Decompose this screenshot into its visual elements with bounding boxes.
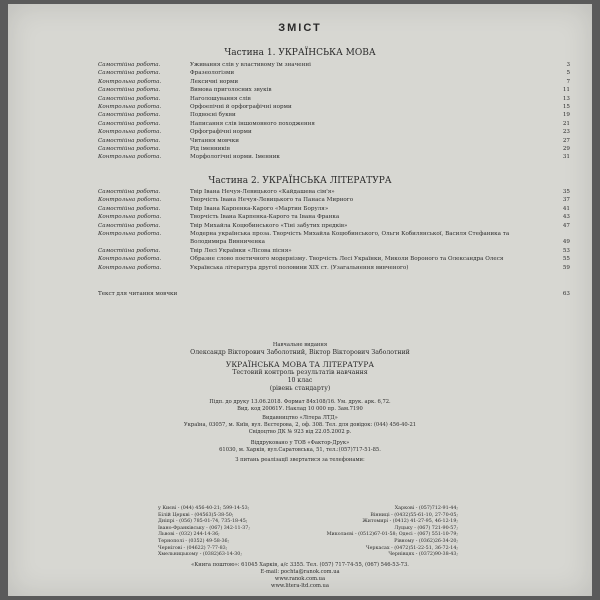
toc-row [98,137,570,145]
toc-page: 53 [562,247,570,254]
dealer-entry: Харкові - (057)712-91-44; [394,506,458,511]
toc-kind: Контрольна робота. [98,78,162,85]
toc-topic: Рід іменників [190,146,230,153]
email-line: E-mail: pochta@ranok.com.ua [260,569,340,575]
toc-kind: Самостійна робота. [98,70,161,77]
book-title: УКРАЇНСЬКА МОВА ТА ЛІТЕРАТУРА [225,360,375,369]
reading-text-page: 63 [562,291,570,297]
toc-page: 27 [562,137,570,144]
toc-row [98,264,570,272]
toc-kind: Контрольна робота. [98,129,162,136]
dealer-entry: Житомирі - (0412) 41-27-95, 46-12-19; [362,519,458,525]
toc-row [98,188,570,196]
toc-page: 37 [562,197,570,204]
dealer-entry: Дніпрі - (056) 785-01-74, 735-18-45; [158,519,248,525]
toc-row [98,153,570,161]
toc-topic: Вимова приголосних звуків [190,87,272,94]
toc-page: 5 [566,70,570,77]
dealer-entry: Черкасах - (0472)51-22-51, 36-72-14; [365,545,458,551]
toc-kind: Самостійна робота. [98,222,161,229]
toc-page: 59 [562,264,570,271]
toc-topic: Подвоєні букви [190,112,236,119]
dealers-list [158,506,458,559]
dealer-entry: Чернівцях - (0372)90-38-43; [388,552,458,558]
toc-topic: Уживання слів у властивому їм значенні [190,62,311,68]
dealer-entry: Чернігові - (04622) 7-77-83; [158,545,228,551]
toc-page: 29 [562,146,570,153]
dealer-entry: Хмельницькому - (0382)63-14-30; [158,552,242,558]
dealer-row [158,539,458,546]
toc-topic: Орфографічні норми [190,129,252,136]
toc-topic: Твір Михайла Коцюбинського «Тіні забутих предків» [190,222,348,229]
toc-page: 49 [562,239,570,246]
toc-row [98,145,570,153]
toc-topic: Написання слів іншомовного походження [190,120,315,127]
imprint-footer [8,562,592,590]
toc-topic: Фразеологізми [190,70,235,77]
toc-topic: Українська література другої половини ХІХ ст. (Узагальнення вивченого) [190,264,409,271]
part1-heading: Частина 1. УКРАЇНСЬКА МОВА [224,48,376,58]
toc-topic: Морфологічні норми. Іменник [190,154,280,161]
dealers-intro: З питань реалізації звертатися за телефонами: [235,457,365,463]
part1-toc-list [98,61,570,162]
toc-row [98,230,570,247]
dealer-entry: Білій Церкві - (04563)5-38-50; [158,512,234,518]
toc-kind: Самостійна робота. [98,62,161,68]
website-2: www.litera-ltd.com.ua [271,583,329,589]
imprint-block [8,342,592,464]
toc-kind: Самостійна робота. [98,247,161,254]
print-line-2: Вид. код 20061У. Наклад 10 000 пр. Зам.7190 [237,406,363,412]
mail-order-line: «Книга поштою»: 61045 Харків, а/с 3355. Тел. (057) 717-74-55, (067) 546-53-73. [191,562,409,568]
toc-row [98,196,570,204]
edition-type: Навчальне видання [272,342,328,348]
toc-kind: Самостійна робота. [98,120,161,127]
toc-row [98,213,570,221]
toc-page: 19 [562,112,570,119]
toc-page: 3 [566,62,570,68]
website-1: www.ranok.com.ua [274,576,326,582]
toc-kind: Самостійна робота. [98,146,161,153]
toc-title: ЗМІСТ [278,22,322,34]
toc-page: 21 [562,120,570,127]
toc-page: 11 [562,87,570,94]
toc-topic: Читання мовчки [190,137,240,144]
dealer-entry: Миколаєві - (0512)67-01-58; Одесі - (067) 551-10-79; [326,532,458,538]
toc-kind: Контрольна робота. [98,256,162,263]
toc-kind: Самостійна робота. [98,95,161,102]
part2-heading: Частина 2. УКРАЇНСЬКА ЛІТЕРАТУРА [208,176,392,186]
toc-kind: Самостійна робота. [98,137,161,144]
dealer-entry: Вінниці - (0432)55-61-10, 27-70-05; [370,512,458,518]
dealer-entry: Тернополі - (0352) 49-58-36; [158,538,230,544]
toc-page: 55 [562,256,570,263]
dealer-entry: Івано-Франківську - (067) 342-11-37; [158,525,250,531]
publisher-name: Видавництво «Літера ЛТД» [262,415,338,421]
toc-page: 43 [562,214,570,221]
toc-page: 23 [562,129,570,136]
toc-row [98,222,570,230]
toc-kind: Контрольна робота. [98,154,162,161]
toc-page: 35 [562,189,570,195]
toc-kind: Контрольна робота. [98,104,162,111]
publisher-address: Україна, 03057, м. Київ, вул. Вєстерова, 2, оф. 308. Тел. для довідок: (044) 456-40-21 [183,422,417,428]
toc-topic: Лексичні норми [190,78,239,85]
dealer-entry: Львові - (032) 244-14-36; [158,532,220,538]
dealer-entry: Рівному - (0362)26-34-20; [394,538,458,544]
toc-kind: Контрольна робота. [98,231,162,238]
print-line-1: Підп. до друку 13.06.2018. Формат 84х108/16. Ум. друк. арк. 6,72. [209,399,391,405]
dealer-row [158,506,458,513]
toc-topic: Образне слово поетичного модернізму. Творчість Лесі Українки, Миколи Вороного та Олександра Олеся [190,256,504,263]
toc-row [98,86,570,94]
toc-kind: Самостійна робота. [98,205,161,212]
printer-address: 61030, м. Харків, вул.Саратовська, 51, тел.:(057)717-51-85. [219,447,381,453]
toc-row [98,128,570,136]
reading-text-label: Текст для читання мовчки [98,291,178,297]
toc-topic: Твір Івана Карпенка-Карого «Мартин Боруля» [190,205,329,212]
book-subtitle: Тестовий контроль результатів навчання [232,369,368,376]
toc-kind: Самостійна робота. [98,87,161,94]
toc-kind: Самостійна робота. [98,189,161,195]
toc-row [98,78,570,86]
toc-page: 31 [562,154,570,161]
dealer-entry: у Києві - (044) 456-40-21; 599-14-53; [158,506,250,511]
toc-topic: Творчість Івана Карпенка-Карого та Івана Франка [190,214,340,221]
toc-topic: Наголошування слів [190,95,251,102]
dealer-entry: Луцьку - (067) 721-90-57; [394,525,458,531]
publisher-certificate: Свідоцтво ДК № 923 від 22.05.2002 р. [248,429,352,435]
printer-name: Віддруковано у ТОВ «Фактор-Друк» [250,440,350,446]
dealer-row [158,532,458,539]
toc-row [98,247,570,255]
toc-row [98,61,570,69]
toc-kind: Контрольна робота. [98,264,162,271]
toc-kind: Контрольна робота. [98,197,162,204]
toc-row [98,69,570,77]
toc-page: 7 [566,78,570,85]
document-page [8,4,592,596]
part2-toc-list [98,188,570,272]
toc-kind: Самостійна робота. [98,112,161,119]
toc-page: 47 [562,222,570,229]
toc-page: 13 [562,95,570,102]
toc-row [98,120,570,128]
toc-topic: Модерна українська проза. Творчість Михайла Коцюбинського, Ольги Кобилянської, Василя Стефаника та Володимира Винниченка [190,231,510,246]
grade: 10 клас [287,377,313,384]
toc-row [98,95,570,103]
toc-row [98,111,570,119]
toc-topic: Орфоепічні й орфографічні норми [190,104,292,111]
toc-topic: Твір Лесі Українки «Лісова пісня» [190,247,292,254]
reading-text-row [98,291,570,297]
authors: Олександр Вікторович Заболотний, Віктор Вікторович Заболотний [190,349,410,356]
toc-topic: Творчість Івана Нечуя-Левицького та Панаса Мирного [190,197,354,204]
toc-kind: Контрольна робота. [98,214,162,221]
dealer-row [158,552,458,559]
toc-row [98,103,570,111]
toc-row [98,255,570,263]
toc-row [98,205,570,213]
level: (рівень стандарту) [269,385,331,392]
toc-page: 15 [562,104,570,111]
toc-page: 41 [562,205,570,212]
toc-topic: Твір Івана Нечуя-Левицького «Кайдашева сім'я» [190,189,335,195]
dealer-row [158,519,458,526]
